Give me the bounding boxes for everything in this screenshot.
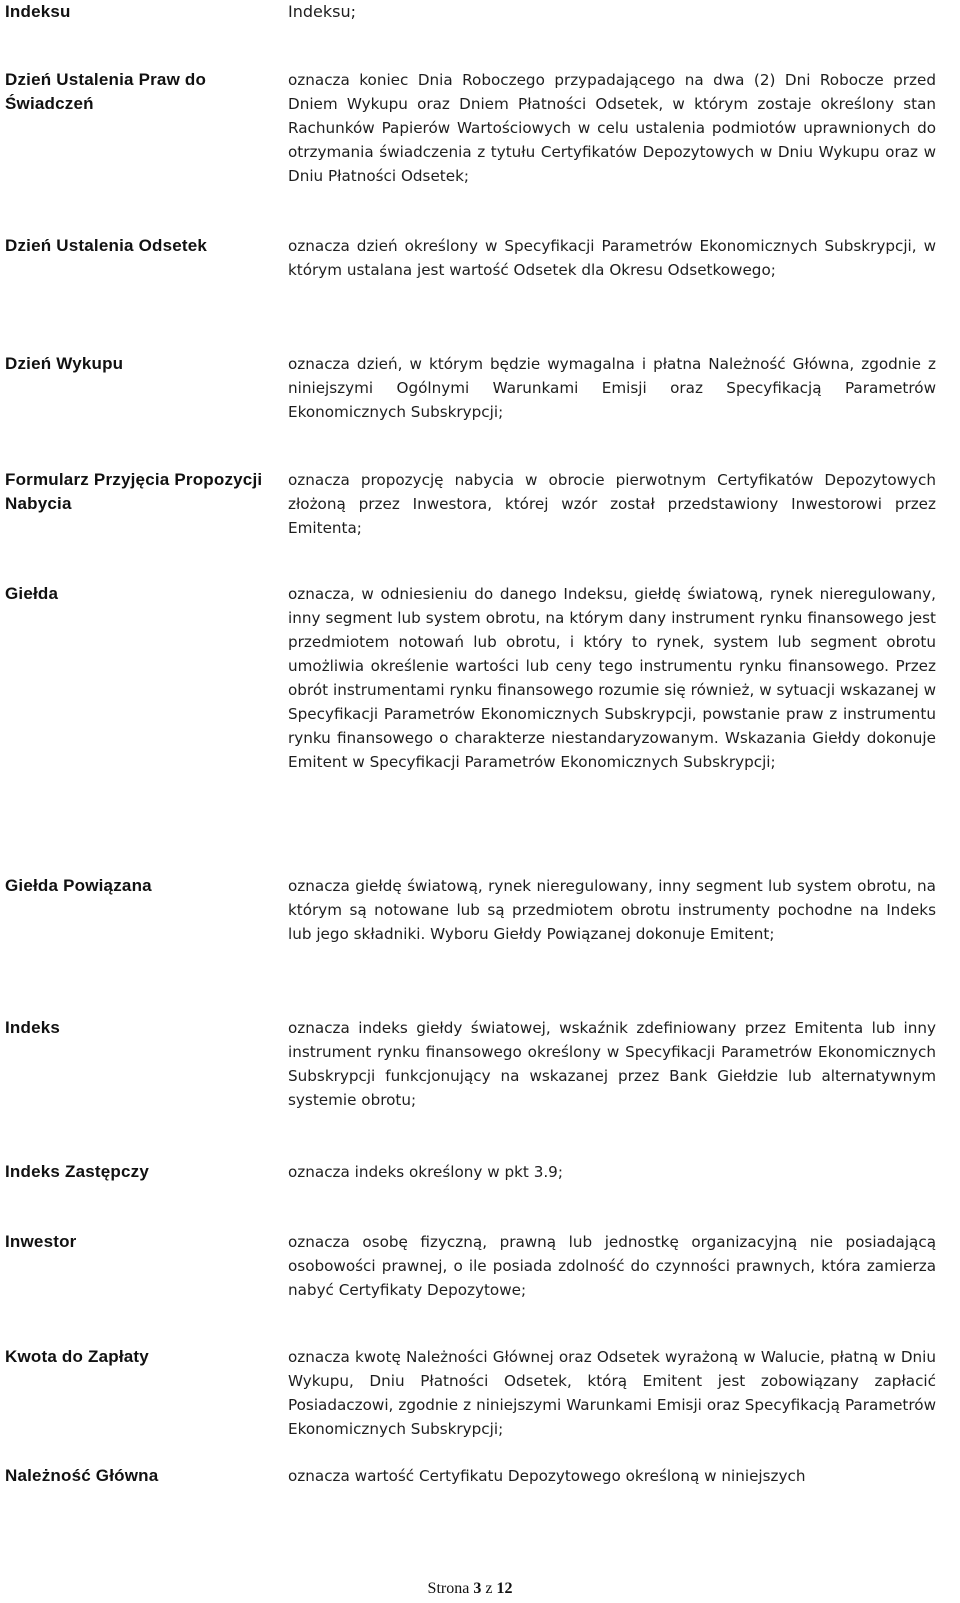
- definition-term: Indeks: [5, 1018, 61, 1037]
- definition-text: oznacza, w odniesieniu do danego Indeksu, giełdę światową, rynek nieregulowany, inny segment lub system obrotu, na którym dany instrument rynku finansowego jest przedmiotem notowań lub obrotu, i który to rynek, system lub segment obrotu umożliwia określenie wartości lub ceny tego instrumentu rynku finansowego. Przez obrót instrumentami rynku finansowego rozumie się również, w sytuacji wskazanej w Specyfikacji Parametrów Ekonomicznych Subskrypcji, powstanie praw z instrumentu rynku finansowego o charakterze niestandaryzowanym. Wskazania Giełdy dokonuje Emitent w Specyfikacji Parametrów Ekonomicznych Subskrypcji;: [288, 585, 936, 771]
- definition-term: Kwota do Zapłaty: [5, 1347, 149, 1366]
- definition-term: Giełda: [5, 584, 59, 603]
- page-label: Strona: [427, 1580, 470, 1597]
- page-total: 12: [496, 1580, 513, 1597]
- definition-term: Formularz Przyjęcia Propozycji Nabycia: [5, 470, 263, 513]
- definition-text: oznacza propozycję nabycia w obrocie pierwotnym Certyfikatów Depozytowych złożoną przez Inwestora, której wzór został przedstawiony Inwestorowi przez Emitenta;: [288, 471, 936, 537]
- definition-text: oznacza dzień, w którym będzie wymagalna i płatna Należność Główna, zgodnie z niniejszymi Ogólnymi Warunkami Emisji oraz Specyfikacją Parametrów Ekonomicznych Subskrypcji;: [288, 355, 936, 421]
- definition-term: Inwestor: [5, 1232, 77, 1251]
- definition-term: Indeks Zastępczy: [5, 1162, 149, 1181]
- definition-text: oznacza indeks giełdy światowej, wskaźnik zdefiniowany przez Emitenta lub inny instrument rynku finansowego określony w Specyfikacji Parametrów Ekonomicznych Subskrypcji funkcjonujący na wskazanej przez Bank Giełdzie lub alternatywnym systemie obrotu;: [288, 1019, 936, 1109]
- definition-term: Dzień Ustalenia Praw do Świadczeń: [5, 70, 207, 113]
- page-separator: z: [485, 1580, 493, 1597]
- definition-text: oznacza wartość Certyfikatu Depozytowego określoną w niniejszych: [288, 1467, 806, 1485]
- page-footer: [0, 1580, 940, 1598]
- definition-text: oznacza giełdę światową, rynek nieregulowany, inny segment lub system obrotu, na którym są notowane lub są przedmiotem obrotu instrumenty pochodne na Indeks lub jego składniki. Wyboru Giełdy Powiązanej dokonuje Emitent;: [288, 877, 936, 943]
- definition-text: oznacza kwotę Należności Głównej oraz Odsetek wyrażoną w Walucie, płatną w Dniu Wykupu, Dniu Płatności Odsetek, którą Emitent jest zobowiązany zapłacić Posiadaczowi, zgodnie z niniejszymi Warunkami Emisji oraz Specyfikacją Parametrów Ekonomicznych Subskrypcji;: [288, 1348, 936, 1438]
- definition-term: Indeksu: [5, 2, 71, 21]
- definition-text: oznacza koniec Dnia Roboczego przypadającego na dwa (2) Dni Robocze przed Dniem Wykupu oraz Dniem Płatności Odsetek, w którym zostaje określony stan Rachunków Papierów Wartościowych w celu ustalenia podmiotów uprawnionych do otrzymania świadczenia z tytułu Certyfikatów Depozytowych w Dniu Wykupu oraz w Dniu Płatności Odsetek;: [288, 71, 936, 185]
- definition-text: oznacza osobę fizyczną, prawną lub jednostkę organizacyjną nie posiadającą osobowości prawnej, o ile posiada zdolność do czynności prawnych, która zamierza nabyć Certyfikaty Depozytowe;: [288, 1233, 936, 1299]
- page-number: 3: [473, 1580, 482, 1597]
- definition-term: Dzień Wykupu: [5, 354, 124, 373]
- definition-text: oznacza dzień określony w Specyfikacji Parametrów Ekonomicznych Subskrypcji, w którym ustalana jest wartość Odsetek dla Okresu Odsetkowego;: [288, 237, 936, 279]
- definition-text: oznacza indeks określony w pkt 3.9;: [288, 1163, 563, 1181]
- definition-term: Dzień Ustalenia Odsetek: [5, 236, 208, 255]
- definition-text: Indeksu;: [288, 2, 356, 21]
- definition-term: Giełda Powiązana: [5, 876, 152, 895]
- definition-term: Należność Główna: [5, 1466, 159, 1485]
